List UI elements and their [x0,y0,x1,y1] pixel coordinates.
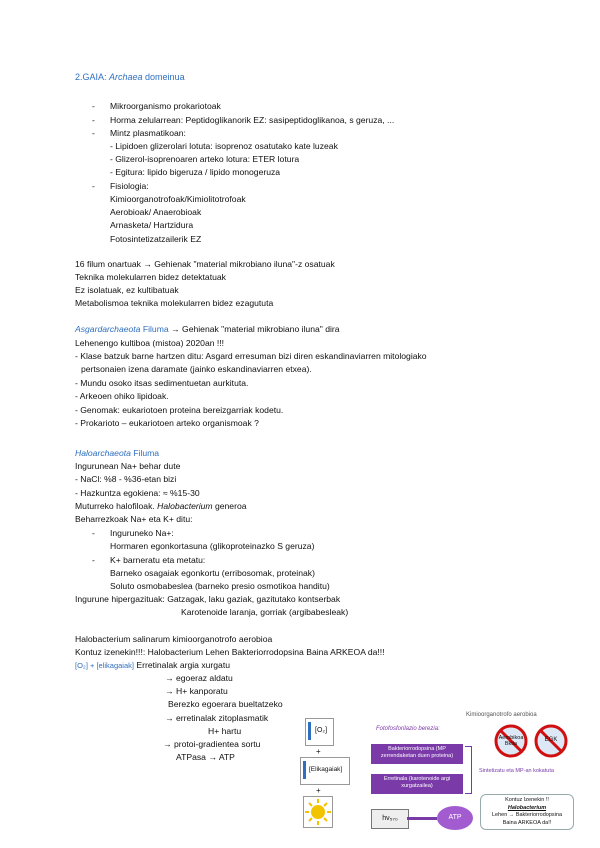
plus-sign: + [316,747,321,756]
bullet-2: Horma zelularrean: Peptidoglikanorik EZ: sasipeptidoglikanoa, s geruza, ... [110,115,395,125]
asgard-line-2: - Klase batzuk barne hartzen ditu: Asgard erresuman bizi diren eskandinaviarren mitologiako [75,351,427,361]
halo-bullet-2-sub-2: Soluto osmobabeslea (barneko presio osmotikoa handitu) [110,581,330,591]
bullet-dash: - [92,528,95,538]
sun-box [303,796,333,828]
halo-line-2: - NaCl: %8 - %36-etan bizi [75,474,177,484]
bullet-dash: - [92,115,95,125]
chain-4: → erretinalak zitoplasmatik [165,713,269,723]
filum-line-1: 16 filum onartuak → Gehienak "material mikrobiano iluna"-z osatuak [75,259,335,269]
physiology-3: Arnasketa/ Hartzidura [110,220,194,230]
halo-bullet-2: K+ barneratu eta metatu: [110,555,206,565]
side-note: Sintetizatu eta MP-an kokatuta [479,768,554,774]
halo-line-5: Beharrezkoak Na+ eta K+ ditu: [75,514,193,524]
salinarum-line-3: [O₂] + [elikagaiak] Erretinalak argia xurgatu [75,660,230,670]
physiology-1: Kimioorganotrofoak/Kimiolitotrofoak [110,194,246,204]
retinal-box: Erretinala (karotenoide argi xurgatzailea) [371,774,463,794]
atp-ellipse: ATP [437,806,473,830]
physiology-2: Aerobioak/ Anaerobioak [110,207,202,217]
salinarum-line-1: Halobacterium salinarum kimioorganotrofo aerobioa [75,634,273,644]
sub-bullet-2: - Glizerol-isoprenoaren arteko lotura: ETER lotura [110,154,300,164]
bracket [465,746,472,794]
o2-label: [O₂] [315,727,328,734]
halo-bullet-1-sub: Hormaren egonkortasuna (glikoproteinazko S geruza) [110,541,315,551]
halo-line-6: Ingurune hipergazituak: Gatzagak, laku gaziak, gazitutako kontserbak [75,594,341,604]
bullet-3: Mintz plasmatikoan: [110,128,186,138]
physiology-4: Fotosintetizatzailerik EZ [110,234,202,244]
photophos-title: Fotofosforilazio berezia: [376,726,440,732]
chain-7: ATPasa → ATP [176,752,235,762]
kimio-label: Kimioorganotrofo aerobioa [466,712,537,718]
asgard-line-3: pertsonaien izena daramate (jainko eskandinaviarren etxea). [81,364,312,374]
asgard-heading: Asgardarchaeota Filuma → Gehienak "material mikrobiano iluna" dira [75,324,340,334]
filum-line-3: Ez isolatuak, ez kultibatuak [75,285,179,295]
halo-bullet-2-sub-1: Barneko osagaiak egonkortu (erribosomak, proteinak) [110,568,315,578]
chain-2: → H+ kanporatu [165,686,228,696]
halo-heading: Haloarchaeota Filuma [75,448,160,458]
sub-bullet-3: - Egitura: lipido bigeruza / lipido monogeruza [110,167,281,177]
food-label: [Elikagaiak] [309,766,343,773]
halo-line-3: - Hazkuntza egokiena: ≈ %15-30 [75,488,200,498]
bullet-dash: - [92,181,95,191]
aerobic-label: Aerobikoa Bktia [498,735,524,747]
o2-box [305,718,334,746]
down-arrow-icon [303,761,306,779]
chain-5: H+ hartu [208,726,242,736]
asgard-line-5: - Arkeoen ohiko lipidoak. [75,391,169,401]
asgard-line-1: Lehenengo kultiboa (mistoa) 2020an !!! [75,338,225,348]
note-line-2: Halobacterium [507,804,547,811]
note-line-4: Baina ARKEOA da!! [502,819,552,826]
asgard-line-7: - Prokarioto – eukariotoen arteko organismoak ? [75,418,259,428]
bullet-4: Fisiologia: [110,181,149,191]
arrow-shaft [407,817,437,820]
filum-line-4: Metabolismoa teknika molekularren bidez ezagututa [75,298,274,308]
halo-line-7: Karotenoide laranja, gorriak (argibabesleak) [181,607,349,617]
salinarum-line-2: Kontuz izenekin!!!: Halobacterium Lehen Bakteriorrodopsina Baina ARKEOA da!!! [75,647,385,657]
bullet-dash: - [92,101,95,111]
bullet-dash: - [92,128,95,138]
chain-3: Berezko egoerara bueltatzeko [168,699,283,709]
asgard-line-4: - Mundu osoko itsas sedimentuetan aurkituta. [75,378,249,388]
prohibited-aerobic [494,724,528,758]
halo-line-4: Muturreko halofiloak. Halobacterium generoa [75,501,247,511]
prohibited-egk [534,724,568,758]
egk-label: EGK [544,737,558,743]
bullet-dash: - [92,555,95,565]
halo-line-1: Ingurunean Na+ behar dute [75,461,181,471]
bullet-1: Mikroorganismo prokariotoak [110,101,221,111]
note-line-3: Lehen → Bakteriorrodopsina [491,812,562,818]
food-box [300,757,350,785]
note-box [480,794,574,830]
halo-bullet-1: Ingurunekо Na+: [110,528,174,538]
chain-6: → protoi-gradientea sortu [163,739,261,749]
plus-sign: + [316,786,321,795]
sub-bullet-1: - Lipidoen glizerolari lotuta: isoprenoz osatutako kate luzeak [110,141,338,151]
down-arrow-icon [308,722,311,740]
bacteriorhodopsin-box: Bakteriorrodopsina (MP zerrendaketan duen proteina) [371,744,463,764]
hv-box: hν₅₇₀ [371,809,409,829]
filum-line-2: Teknika molekularren bidez detektatuak [75,272,226,282]
asgard-line-6: - Genomak: eukariotoen proteina bereizgarriak kodetu. [75,405,284,415]
note-line-1: Kontuz Izenekin !! [505,797,549,803]
chain-1: → egoeraz aldatu [165,673,233,683]
sun-icon [304,797,332,827]
page-title: 2.GAIA: Archaea domeinua [75,72,185,82]
